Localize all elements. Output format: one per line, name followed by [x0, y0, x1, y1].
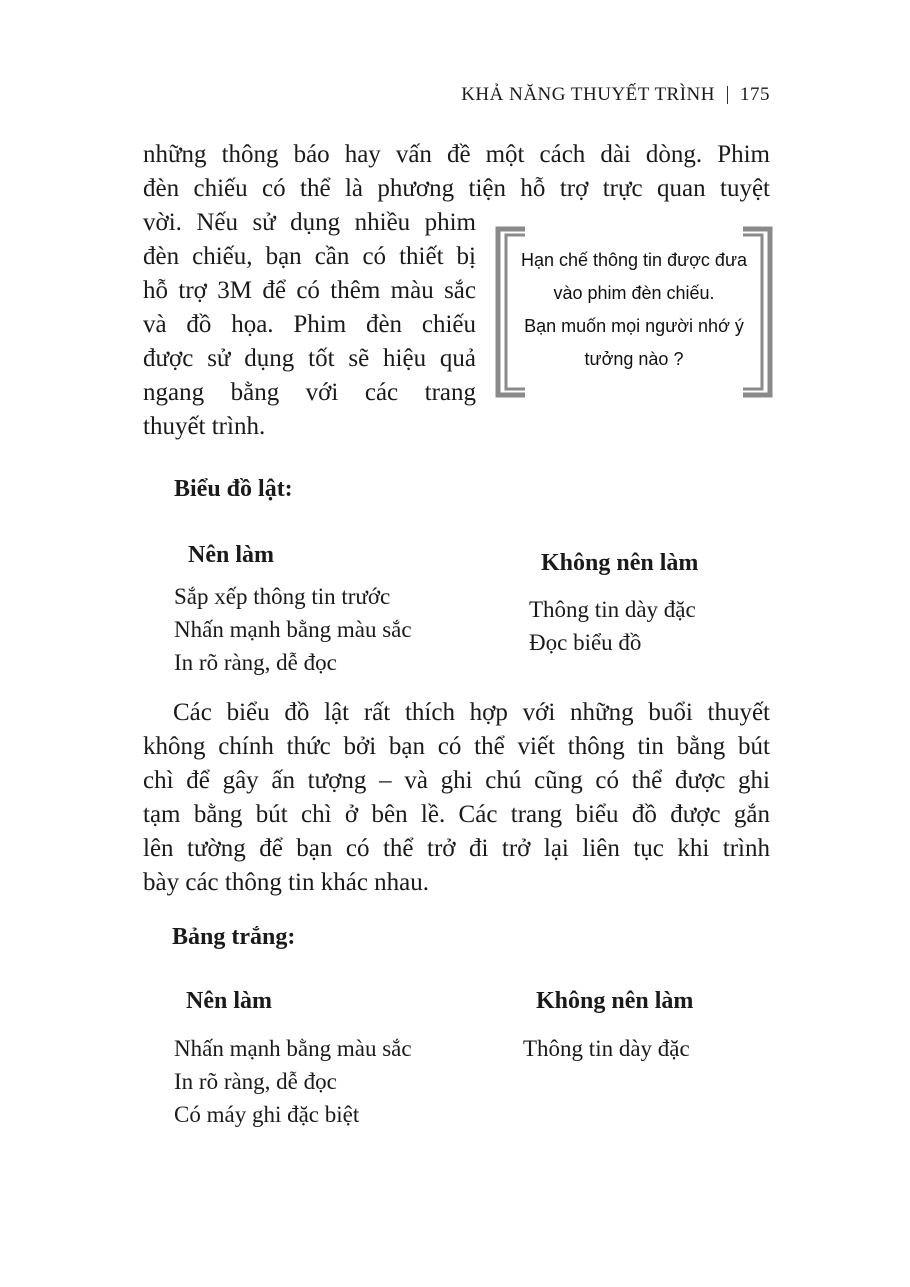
text-line: và đồ họa. Phim đèn chiếu: [143, 311, 476, 338]
text-line: vời. Nếu sử dụng nhiều phim: [143, 209, 476, 236]
intro-paragraph-narrow: [143, 206, 476, 444]
whiteboard-do-item: Có máy ghi đặc biệt: [174, 1102, 360, 1127]
callout-text: [509, 244, 759, 376]
whiteboard-do-item: In rõ ràng, dễ đọc: [174, 1069, 337, 1094]
header-separator: [727, 86, 728, 104]
text-line: tạm bằng bút chì ở bên lề. Các trang biểu đồ được gắn: [143, 801, 770, 828]
running-header: [420, 80, 770, 110]
text-line: chì để gây ấn tượng – và ghi chú cũng có thể được ghi: [143, 767, 770, 794]
text-line: thuyết trình.: [143, 413, 266, 440]
flipchart-do-item: In rõ ràng, dễ đọc: [174, 650, 337, 675]
whiteboard-heading: Bảng trắng:: [172, 924, 296, 950]
text-line: được sử dụng tốt sẽ hiệu quả: [143, 345, 476, 372]
text-line: đèn chiếu có thể là phương tiện hỗ trợ trực quan tuyệt: [143, 175, 770, 202]
flipchart-paragraph: [143, 696, 770, 900]
callout-line: tưởng nào ?: [584, 349, 684, 369]
whiteboard-dont-title: Không nên làm: [536, 988, 694, 1014]
text-line: những thông báo hay vấn đề một cách dài dòng. Phim: [143, 141, 770, 168]
text-line: hỗ trợ 3M để có thêm màu sắc: [143, 277, 476, 304]
whiteboard-do-item: Nhấn mạnh bằng màu sắc: [174, 1036, 412, 1061]
flipchart-heading: Biểu đồ lật:: [174, 476, 293, 502]
callout-box: [495, 226, 773, 398]
text-line: không chính thức bởi bạn có thể viết thông tin bằng bút: [143, 733, 770, 760]
whiteboard-dont-item: Thông tin dày đặc: [523, 1036, 690, 1061]
callout-line: Hạn chế thông tin được đưa: [520, 250, 748, 270]
text-line: ngang bằng với các trang: [143, 379, 476, 406]
callout-line: Bạn muốn mọi người nhớ ý: [524, 316, 744, 336]
flipchart-do-title: Nên làm: [188, 542, 274, 568]
flipchart-dont-item: Thông tin dày đặc: [529, 597, 696, 622]
text-line: lên tường để bạn có thể trở đi trở lại liên tục khi trình: [143, 835, 770, 862]
text-line: đèn chiếu, bạn cần có thiết bị: [143, 243, 476, 270]
text-line: Các biểu đồ lật rất thích hợp với những buổi thuyết: [173, 699, 770, 726]
whiteboard-do-title: Nên làm: [186, 988, 272, 1014]
flipchart-dont-title: Không nên làm: [541, 550, 699, 576]
page-number: 175: [740, 84, 770, 105]
callout-line: vào phim đèn chiếu.: [553, 283, 715, 303]
flipchart-do-item: Nhấn mạnh bằng màu sắc: [174, 617, 412, 642]
intro-paragraph-full: [143, 138, 770, 206]
flipchart-do-item: Sắp xếp thông tin trước: [174, 584, 391, 609]
flipchart-dont-item: Đọc biểu đồ: [529, 630, 642, 655]
text-line: bày các thông tin khác nhau.: [143, 869, 430, 896]
running-title: KHẢ NĂNG THUYẾT TRÌNH: [461, 84, 715, 105]
